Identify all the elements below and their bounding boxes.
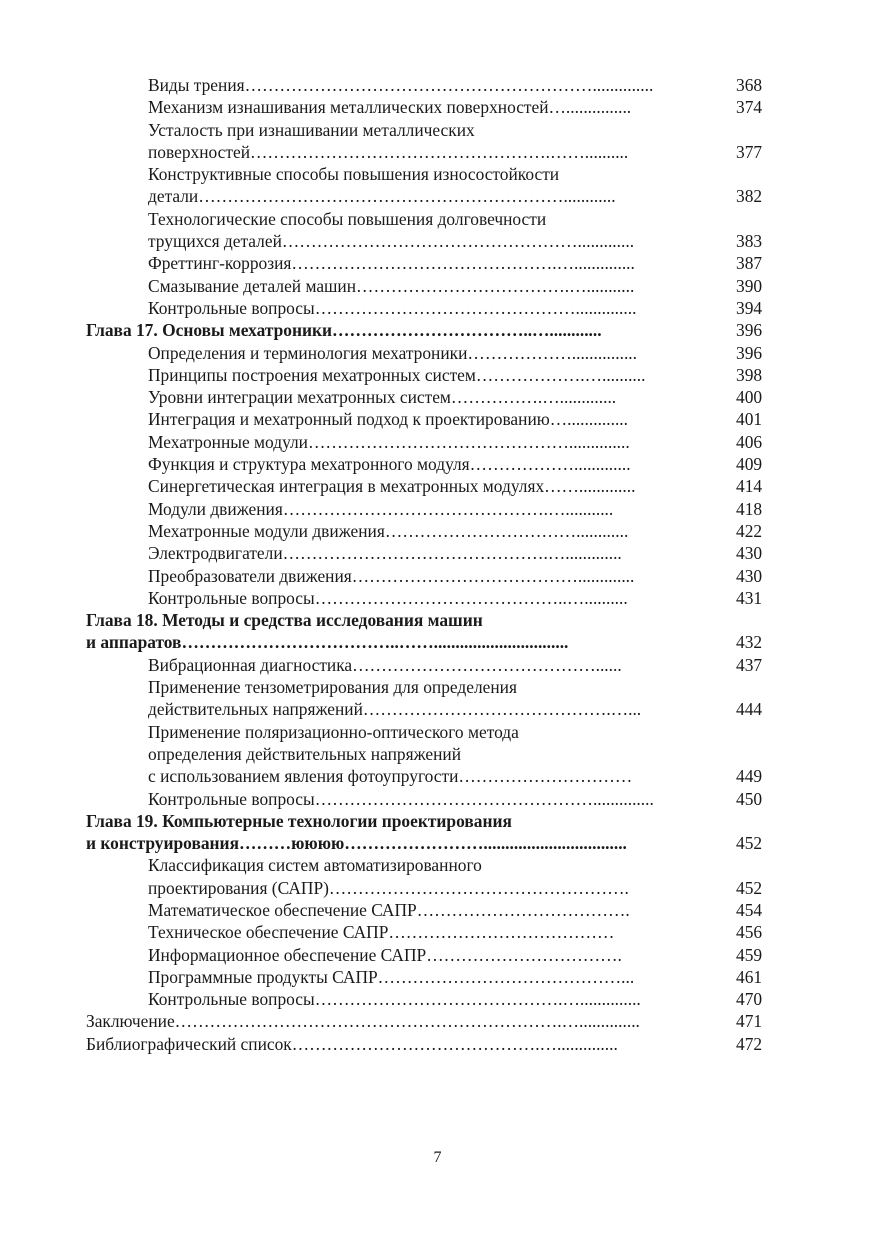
- toc-entry-title: Мехатронные модули………………………………………..............: [148, 431, 630, 452]
- toc-page-number: 387: [736, 253, 763, 274]
- toc-entry-line: [0, 587, 875, 609]
- toc-entry-line: [0, 542, 875, 564]
- toc-entry-title: Усталость при изнашивании металлических: [148, 119, 475, 140]
- toc-chapter-line: [0, 319, 875, 341]
- toc-entry-line: [0, 453, 875, 475]
- toc-chapter-line: [0, 1033, 875, 1055]
- toc-entry-line: [0, 498, 875, 520]
- toc-entry-title: Библиографический список…………………………………….…..............: [86, 1033, 618, 1054]
- toc-entry-line: [0, 96, 875, 118]
- toc-entry-title: Глава 18. Методы и средства исследования машин: [86, 610, 483, 631]
- toc-chapter-line: [0, 609, 875, 631]
- toc-entry-title: Мехатронные модули движения……………………………............: [148, 520, 629, 541]
- toc-page-number: 444: [736, 699, 763, 720]
- toc-entry-title: с использованием явления фотоупругости…………………………: [148, 766, 633, 787]
- toc-page-number: 382: [736, 186, 763, 207]
- toc-entry-line: [0, 386, 875, 408]
- toc-page-number: 472: [736, 1033, 763, 1054]
- toc-entry-title: и конструирования………юююю…………………….................................: [86, 833, 627, 854]
- toc-entry-line: [0, 275, 875, 297]
- toc-entry-title: Информационное обеспечение САПР…………………………….: [148, 944, 622, 965]
- toc-entry-title: поверхностей…………………………………………….……..........: [148, 141, 629, 162]
- toc-entry-line: [0, 141, 875, 163]
- toc-page-number: 430: [736, 543, 763, 564]
- toc-entry-line: [0, 654, 875, 676]
- toc-entry-title: Контрольные вопросы……………………………………..…..........: [148, 587, 628, 608]
- toc-page-number: 401: [736, 409, 763, 430]
- toc-entry-title: Электродвигатели……………………………………….….............: [148, 543, 622, 564]
- toc-entry-line: [0, 966, 875, 988]
- toc-entry-title: Глава 19. Компьютерные технологии проектирования: [86, 810, 512, 831]
- toc-page-number: 449: [736, 766, 763, 787]
- toc-entry-line: [0, 342, 875, 364]
- toc-entry-line: [0, 364, 875, 386]
- toc-entry-line: [0, 74, 875, 96]
- toc-page-number: 383: [736, 231, 763, 252]
- toc-page-number: 414: [736, 476, 763, 497]
- page-number: 7: [433, 1149, 442, 1166]
- toc-entry-line: [0, 854, 875, 876]
- toc-entry-title: Глава 17. Основы мехатроники……………………………..…............: [86, 320, 602, 341]
- toc-page-number: 437: [736, 654, 763, 675]
- toc-entry-title: Принципы построения мехатронных систем……………….…..........: [148, 364, 646, 385]
- toc-chapter-line: [0, 832, 875, 854]
- toc-entry-line: [0, 921, 875, 943]
- toc-entry-line: [0, 676, 875, 698]
- toc-entry-title: Вибрационная диагностика……………………………………......: [148, 654, 622, 675]
- toc-entry-line: [0, 743, 875, 765]
- toc-entry-title: Конструктивные способы повышения износостойкости: [148, 164, 560, 185]
- toc-page-number: 409: [736, 454, 763, 475]
- toc-entry-line: [0, 208, 875, 230]
- toc-page-number: 400: [736, 387, 763, 408]
- toc-page-number: 394: [736, 297, 763, 318]
- toc-entry-title: Заключение………………………………………………………….…..............: [86, 1011, 640, 1032]
- toc-entry-line: [0, 408, 875, 430]
- toc-page-number: 406: [736, 431, 763, 452]
- toc-entry-line: [0, 185, 875, 207]
- toc-entry-title: Виды трения……………………………………………………..............: [148, 75, 654, 95]
- table-of-contents: [0, 74, 875, 1055]
- toc-entry-line: [0, 565, 875, 587]
- toc-entry-title: Применение тензометрирования для определения: [148, 677, 517, 698]
- toc-entry-title: Модули движения……………………………………….…...........: [148, 498, 614, 519]
- toc-entry-line: [0, 698, 875, 720]
- toc-page-number: 430: [736, 565, 763, 586]
- toc-entry-title: и аппаратов………………………………..……...............................: [86, 632, 569, 653]
- toc-page-number: 452: [736, 833, 763, 854]
- toc-entry-title: Математическое обеспечение САПР……………………………….: [148, 899, 630, 920]
- toc-entry-line: [0, 163, 875, 185]
- toc-entry-line: [0, 899, 875, 921]
- toc-entry-line: [0, 297, 875, 319]
- toc-entry-line: [0, 431, 875, 453]
- toc-entry-title: Фреттинг-коррозия……………………………………….…..............: [148, 253, 635, 274]
- toc-entry-line: [0, 252, 875, 274]
- toc-page-number: 396: [736, 320, 763, 341]
- toc-entry-line: [0, 877, 875, 899]
- toc-entry-title: действительных напряжений…………………………………….…...: [148, 699, 642, 720]
- toc-entry-title: Техническое обеспечение САПР…………………………………: [148, 922, 615, 943]
- toc-entry-line: [0, 475, 875, 497]
- toc-entry-title: Интеграция и мехатронный подход к проектированию…..............: [148, 409, 629, 430]
- toc-entry-title: определения действительных напряжений: [148, 743, 462, 764]
- toc-page-number: 456: [736, 922, 763, 943]
- toc-entry-title: Применение поляризационно-оптического метода: [148, 721, 519, 742]
- toc-entry-title: Программные продукты САПР……………………………………...: [148, 966, 635, 987]
- toc-entry-title: Синергетическая интеграция в мехатронных модулях…….............: [148, 476, 636, 497]
- toc-chapter-line: [0, 631, 875, 653]
- toc-entry-title: Преобразователи движения………………………………….............: [148, 565, 635, 586]
- toc-entry-line: [0, 944, 875, 966]
- toc-page-number: 459: [736, 944, 763, 965]
- toc-entry-title: Контрольные вопросы…………………………………………..............: [148, 788, 654, 809]
- toc-page-number: 432: [736, 632, 763, 653]
- toc-entry-line: [0, 765, 875, 787]
- toc-entry-title: проектирования (САПР)…………………………………………….: [148, 877, 629, 898]
- toc-entry-line: [0, 119, 875, 141]
- toc-entry-line: [0, 230, 875, 252]
- toc-entry-title: Определения и терминология мехатроники………………...............: [148, 342, 637, 363]
- toc-chapter-line: [0, 810, 875, 832]
- toc-page-number: 377: [736, 141, 763, 162]
- toc-entry-title: детали………………………………………………………............: [148, 186, 616, 207]
- toc-entry-title: Механизм изнашивания металлических поверхностей…...............: [148, 97, 632, 118]
- toc-chapter-line: [0, 1010, 875, 1032]
- toc-entry-title: Контрольные вопросы………………………………………..............: [148, 297, 637, 318]
- toc-page-number: 450: [736, 788, 763, 809]
- toc-entry-title: Смазывание деталей машин……………………………….…...........: [148, 275, 635, 296]
- toc-page-number: 431: [736, 587, 763, 608]
- toc-page-number: 396: [736, 342, 763, 363]
- toc-page-number: 398: [736, 364, 763, 385]
- toc-page-number: 368: [736, 75, 763, 95]
- toc-page-number: 418: [736, 498, 763, 519]
- toc-page-number: 471: [736, 1011, 763, 1032]
- toc-entry-title: трущихся деталей…………………………………………….............: [148, 231, 635, 252]
- toc-entry-line: [0, 788, 875, 810]
- toc-entry-title: Функция и структура мехатронного модуля……………….............: [148, 454, 631, 475]
- toc-entry-line: [0, 721, 875, 743]
- toc-entry-line: [0, 520, 875, 542]
- toc-entry-title: Уровни интеграции мехатронных систем…………….….............: [148, 387, 617, 408]
- toc-page-number: 470: [736, 989, 763, 1010]
- toc-page-number: 461: [736, 966, 763, 987]
- toc-entry-title: Классификация систем автоматизированного: [148, 855, 482, 876]
- toc-entry-line: [0, 988, 875, 1010]
- toc-entry-title: Технологические способы повышения долговечности: [148, 208, 547, 229]
- toc-entry-title: Контрольные вопросы…………………………………….…..............: [148, 989, 641, 1010]
- toc-page-number: 390: [736, 275, 763, 296]
- toc-page-number: 454: [736, 899, 763, 920]
- toc-page-number: 452: [736, 877, 763, 898]
- toc-page-number: 374: [736, 97, 763, 118]
- toc-page-number: 422: [736, 520, 763, 541]
